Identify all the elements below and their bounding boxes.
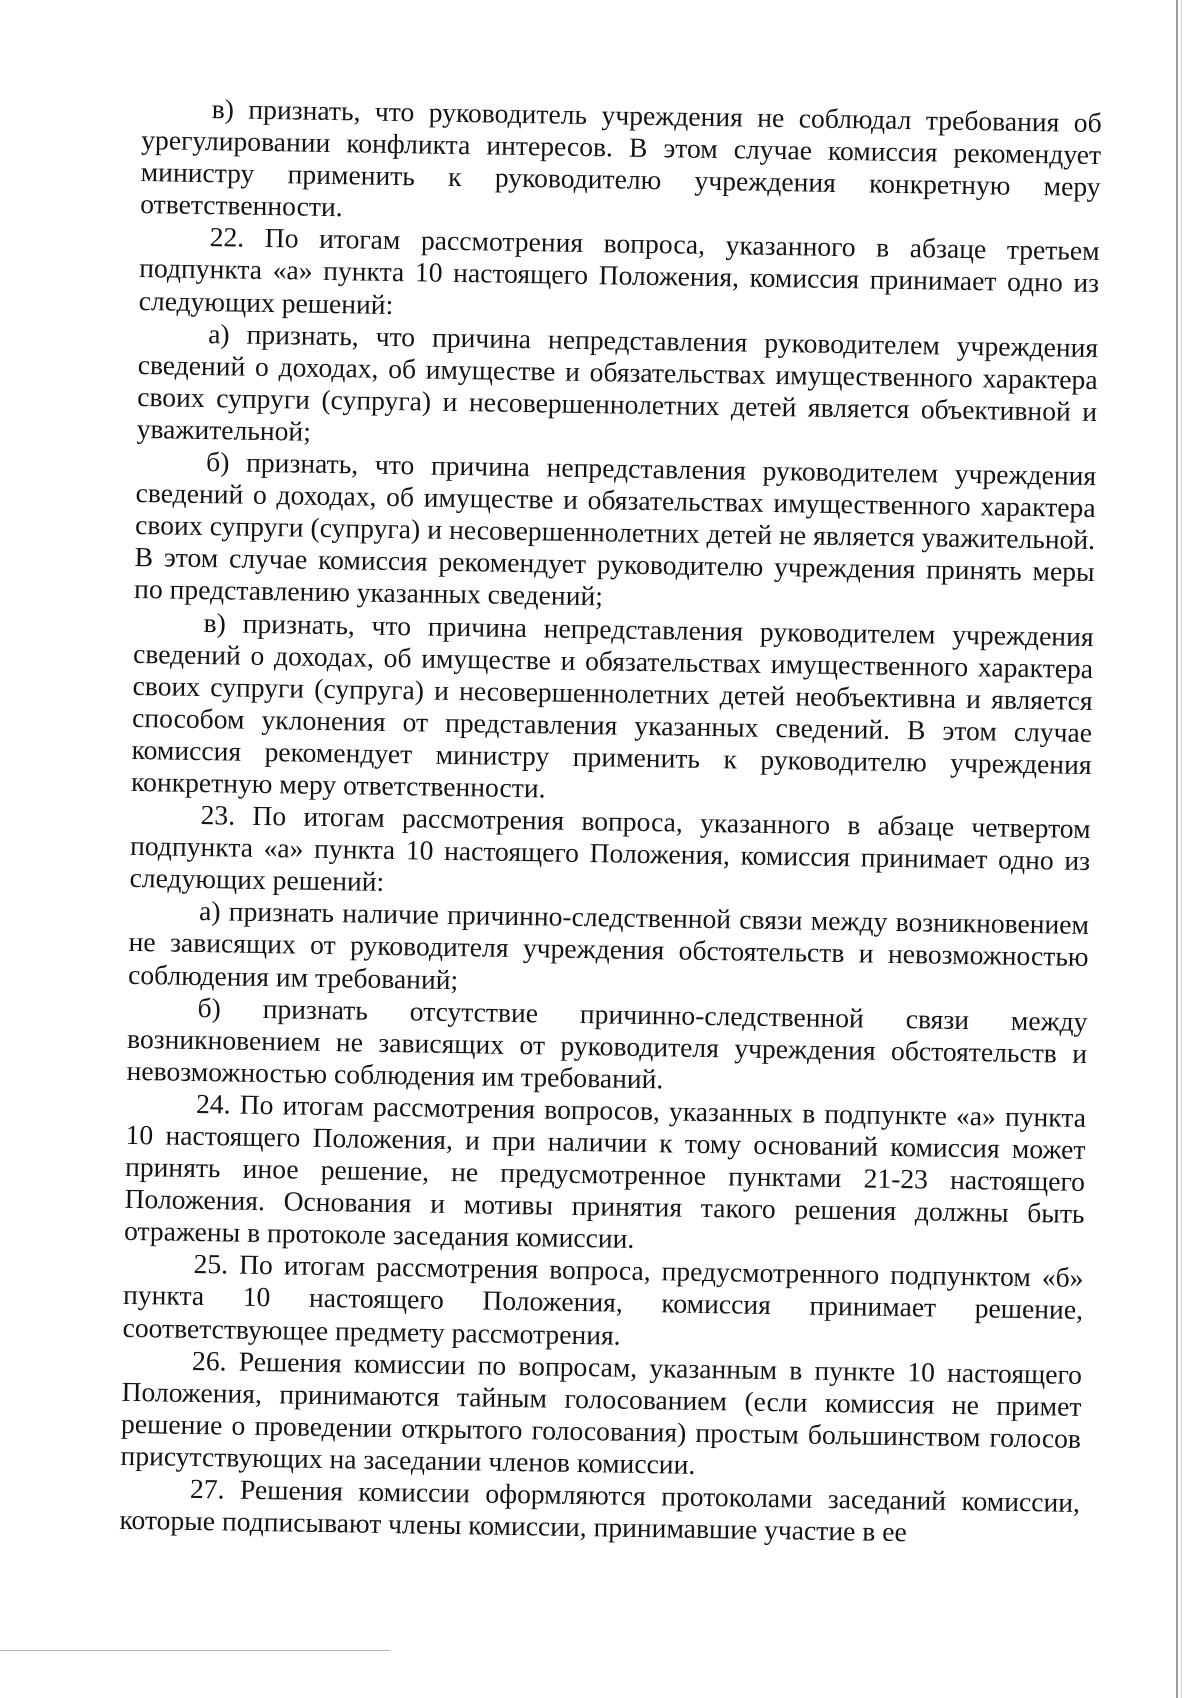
paragraph-text: 24. По итогам рассмотрения вопросов, указанных в подпункте «а» пункта 10 настоящего Положения, и при наличии к тому оснований комиссия может принять иное решение, не предусмотренное пунктами 21-23 настоящего Положения. Основания и мотивы принятия такого решения должны быть отражены в протоколе заседания комиссии.: [123, 1087, 1087, 1255]
paragraph-clause-22-b: [134, 445, 1096, 621]
paragraph-clause-23: [129, 798, 1090, 909]
paragraph-clause-23-a: [128, 894, 1089, 1005]
paragraph-clause-27: [119, 1472, 1080, 1551]
paragraph-text: 23. По итогам рассмотрения вопроса, указанного в абзаце четвертом подпункта «а» пункта 10 настоящего Положения, комиссия принимает одно из следующих решений:: [129, 799, 1091, 898]
paragraph-clause-23-b: [126, 991, 1087, 1102]
scan-edge-shadow: [1181, 0, 1182, 1698]
paragraph-clause-22-a: [136, 317, 1098, 460]
paragraph-text: 27. Решения комиссии оформляются протоколами заседаний комиссии, которые подписывают члены комиссии, принимавшие участие в ее: [119, 1472, 1081, 1548]
paragraph-text: в) признать, что причина непредставления руководителем учреждения сведений о доходах, об имуществе и обязательствах имущественного характера своих супруги (супруга) и несовершеннолетних детей необъективна и является способом уклонения от представления указанных сведений. В этом случае комиссия рекомендует министру применить к руководителю учреждения конкретную меру ответственности.: [130, 606, 1094, 804]
document-body: [119, 92, 1102, 1551]
paragraph-text: б) признать, что причина непредставления руководителем учреждения сведений о доходах, об имуществе и обязательствах имущественного характера своих супруги (супруга) и несовершеннолетних детей не является уважительной. В этом случае комиссия рекомендует руководителю учреждения принять меры по представлению указанных сведений;: [133, 446, 1097, 612]
paragraph-text: 26. Решения комиссии по вопросам, указанным в пункте 10 настоящего Положения, принимаются тайным голосованием (если комиссия не примет решение о проведении открытого голосования) простым большинством голосов присутствующих на заседании членов комиссии.: [120, 1344, 1083, 1480]
paragraph-clause-24: [124, 1087, 1086, 1263]
paragraph-clause-22-v: [131, 605, 1094, 813]
footnote-divider: [0, 1650, 390, 1651]
paragraph-clause-22: [138, 220, 1099, 331]
paragraph-text: 25. По итогам рассмотрения вопроса, предусмотренного подпунктом «б» пункта 10 настоящего Положения, комиссия принимает решение, соответствующее предмету рассмотрения.: [122, 1248, 1084, 1351]
paragraph-text: б) признать отсутствие причинно-следственной связи между возникновением не зависящих от руководителя учреждения обстоятельств и невозможностью соблюдения им требований.: [126, 991, 1088, 1095]
paragraph-item-v-conflict: [140, 92, 1102, 235]
paragraph-clause-26: [120, 1344, 1082, 1487]
paragraph-text: а) признать наличие причинно-следственной связи между возникновением не зависящих от руководителя учреждения обстоятельств и невозможностью соблюдения им требований;: [127, 895, 1090, 995]
paragraph-clause-25: [122, 1247, 1083, 1358]
scan-edge-line: [1176, 0, 1178, 1698]
paragraph-text: 22. По итогам рассмотрения вопроса, указанного в абзаце третьем подпункта «а» пункта 10 настоящего Положения, комиссия принимает одно из следующих решений:: [138, 221, 1100, 320]
paragraph-text: в) признать, что руководитель учреждения не соблюдал требования об урегулировании конфликта интересов. В этом случае комиссия рекомендует министру применить к руководителю учреждения конкретную меру ответственности.: [140, 93, 1102, 223]
paragraph-text: а) признать, что причина непредставления руководителем учреждения сведений о доходах, об имуществе и обязательствах имущественного характера своих супруги (супруга) и несовершеннолетних детей является объективной и уважительной;: [136, 317, 1099, 447]
